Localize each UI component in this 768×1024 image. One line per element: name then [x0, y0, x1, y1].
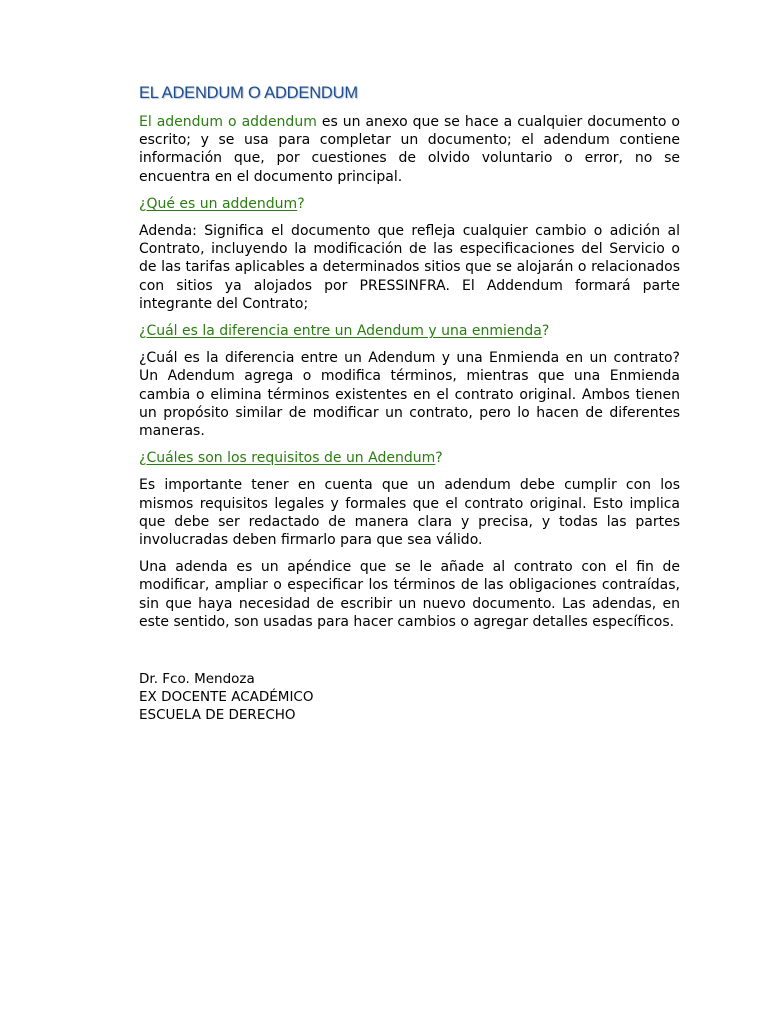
question-link-3[interactable]: Cuáles son los requisitos de un Adendum	[146, 450, 436, 467]
section-heading-2	[139, 322, 680, 340]
signature-name: Dr. Fco. Mendoza	[139, 671, 255, 688]
section-1-paragraph-1: Adenda: Significa el documento que refleja cualquier cambio o adición al Contrato, incluyendo la modificación de las especificaciones del Servicio o de las tarifas aplicables a determinados sitios que se alojarán o relacionados con sitios ya alojados por PRESSINFRA. El Addendum formará parte integrante del Contrato;	[139, 223, 680, 312]
intro-text: es un anexo que se hace a cualquier documento o escrito; y se usa para completar un documento; el adendum contiene información que, por cuestiones de olvido voluntario o error, no se encuentra en el documento principal.	[139, 114, 680, 185]
signature-block	[139, 670, 680, 724]
section-heading-1	[139, 195, 680, 213]
section-3-paragraph-1: Es importante tener en cuenta que un adendum debe cumplir con los mismos requisitos legales y formales que el contrato original. Esto implica que debe ser redactado de manera clara y precisa, y todas las partes involucradas deben firmarlo para que sea válido.	[139, 477, 680, 549]
question-close-mark: ?	[297, 195, 305, 212]
document-body	[139, 84, 680, 724]
intro-highlight: El adendum o addendum	[139, 114, 317, 130]
section-3-paragraph-2: Una adenda es un apéndice que se le añade al contrato con el fin de modificar, ampliar o especificar los términos de las obligaciones contraídas, sin que haya necesidad de escribir un nuevo documento. Las adendas, en este sentido, son usadas para hacer cambios o agregar detalles específicos.	[139, 559, 680, 630]
page-title: EL ADENDUM O ADDENDUM	[139, 84, 358, 102]
question-close-mark: ?	[435, 450, 443, 467]
question-open-mark: ¿	[139, 450, 147, 467]
question-open-mark: ¿	[139, 323, 147, 340]
question-link-2[interactable]: Cuál es la diferencia entre un Adendum y una enmienda	[146, 323, 542, 340]
signature-role: EX DOCENTE ACADÉMICO	[139, 689, 314, 706]
section-heading-3	[139, 449, 680, 467]
intro-paragraph	[139, 113, 680, 186]
question-open-mark: ¿	[139, 195, 147, 212]
section-2-paragraph-1: ¿Cuál es la diferencia entre un Adendum y una Enmienda en un contrato? Un Adendum agrega o modifica términos, mientras que una Enmienda cambia o elimina términos existentes en el contrato original. Ambos tienen un propósito similar de modificar un contrato, pero lo hacen de diferentes maneras.	[139, 350, 680, 440]
question-link-1[interactable]: Qué es un addendum	[146, 195, 298, 212]
question-close-mark: ?	[541, 323, 550, 340]
signature-school: ESCUELA DE DERECHO	[139, 707, 296, 724]
